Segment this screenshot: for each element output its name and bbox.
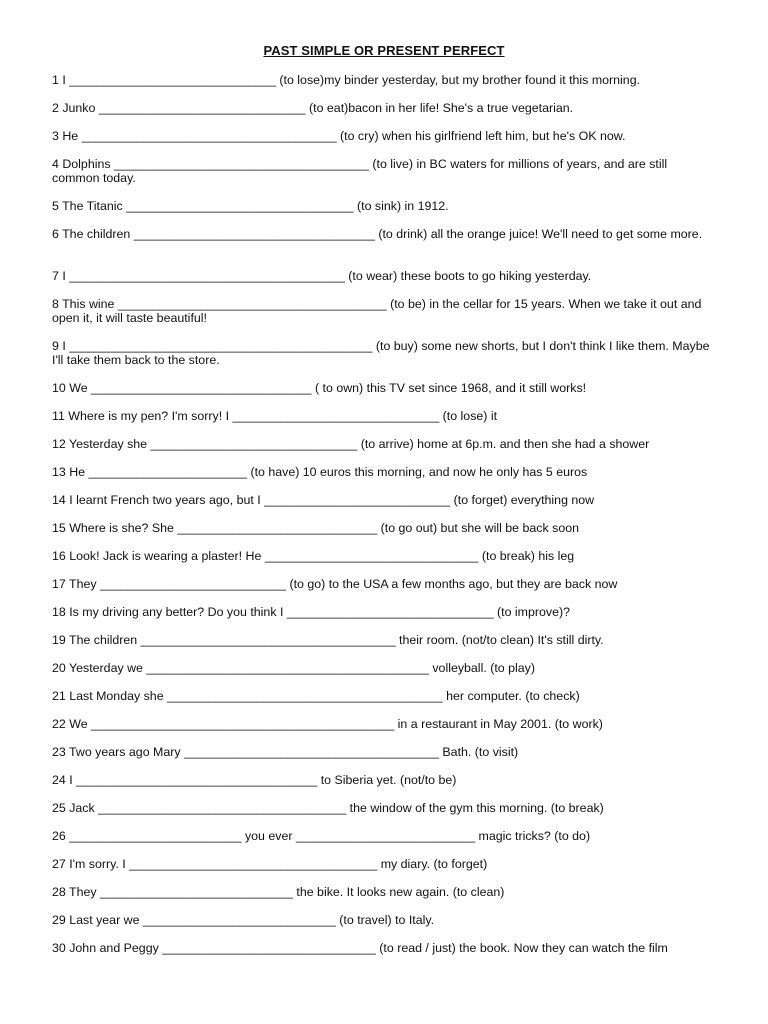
worksheet-title: PAST SIMPLE OR PRESENT PERFECT <box>263 43 505 58</box>
exercise-item: 25 Jack ____________________________________ the window of the gym this morning. (to break) <box>52 801 604 815</box>
exercise-item: 28 They ____________________________ the bike. It looks new again. (to clean) <box>52 885 505 899</box>
exercise-item: 12 Yesterday she ______________________________ (to arrive) home at 6p.m. and then she had a shower <box>52 437 650 451</box>
exercise-item: 15 Where is she? She _____________________________ (to go out) but she will be back soon <box>52 521 580 535</box>
exercise-item: 11 Where is my pen? I'm sorry! I ______________________________ (to lose) it <box>52 409 498 423</box>
exercise-item: 4 Dolphins _____________________________________ (to live) in BC waters for millions of years, and are still common today. <box>52 157 671 185</box>
exercise-item: 29 Last year we ____________________________ (to travel) to Italy. <box>52 913 435 927</box>
exercise-item: 13 He _______________________ (to have) 10 euros this morning, and now he only has 5 euros <box>52 465 588 479</box>
exercise-item: 1 I ______________________________ (to lose)my binder yesterday, but my brother found it this morning. <box>52 73 641 87</box>
exercise-item: 9 I ____________________________________________ (to buy) some new shorts, but I don't think I like them. Maybe I'll take them back to the store. <box>52 339 713 367</box>
exercise-item: 14 I learnt French two years ago, but I ___________________________ (to forget) everything now <box>52 493 595 507</box>
exercise-item: 19 The children _____________________________________ their room. (not/to clean) It's still dirty. <box>52 633 604 647</box>
exercise-item: 20 Yesterday we _________________________________________ volleyball. (to play) <box>52 661 535 675</box>
exercise-item: 22 We ____________________________________________ in a restaurant in May 2001. (to work) <box>52 717 603 731</box>
exercise-item: 8 This wine _______________________________________ (to be) in the cellar for 15 years. When we take it out and open it, it will taste beautiful! <box>52 297 705 325</box>
exercise-item: 17 They ___________________________ (to go) to the USA a few months ago, but they are back now <box>52 577 618 591</box>
exercise-item: 7 I ________________________________________ (to wear) these boots to go hiking yesterday. <box>52 269 592 283</box>
exercise-item: 3 He _____________________________________ (to cry) when his girlfriend left him, but he's OK now. <box>52 129 626 143</box>
exercise-item: 21 Last Monday she ________________________________________ her computer. (to check) <box>52 689 580 703</box>
exercise-item: 30 John and Peggy _______________________________ (to read / just) the book. Now they can watch the film <box>52 941 668 955</box>
exercise-item: 23 Two years ago Mary _____________________________________ Bath. (to visit) <box>52 745 519 759</box>
exercise-item: 2 Junko ______________________________ (to eat)bacon in her life! She's a true vegetarian. <box>52 101 574 115</box>
exercise-item: 6 The children ___________________________________ (to drink) all the orange juice! We'll need to get some more. <box>52 227 703 241</box>
exercise-item: 5 The Titanic _________________________________ (to sink) in 1912. <box>52 199 449 213</box>
exercise-item: 10 We ________________________________ ( to own) this TV set since 1968, and it still works! <box>52 381 587 395</box>
exercise-item: 26 _________________________ you ever __________________________ magic tricks? (to do) <box>52 829 591 843</box>
exercise-item: 27 I'm sorry. I ____________________________________ my diary. (to forget) <box>52 857 488 871</box>
exercise-item: 18 Is my driving any better? Do you think I ______________________________ (to improve)? <box>52 605 571 619</box>
exercise-item: 16 Look! Jack is wearing a plaster! He _______________________________ (to break) his leg <box>52 549 575 563</box>
exercise-item: 24 I ___________________________________ to Siberia yet. (not/to be) <box>52 773 457 787</box>
